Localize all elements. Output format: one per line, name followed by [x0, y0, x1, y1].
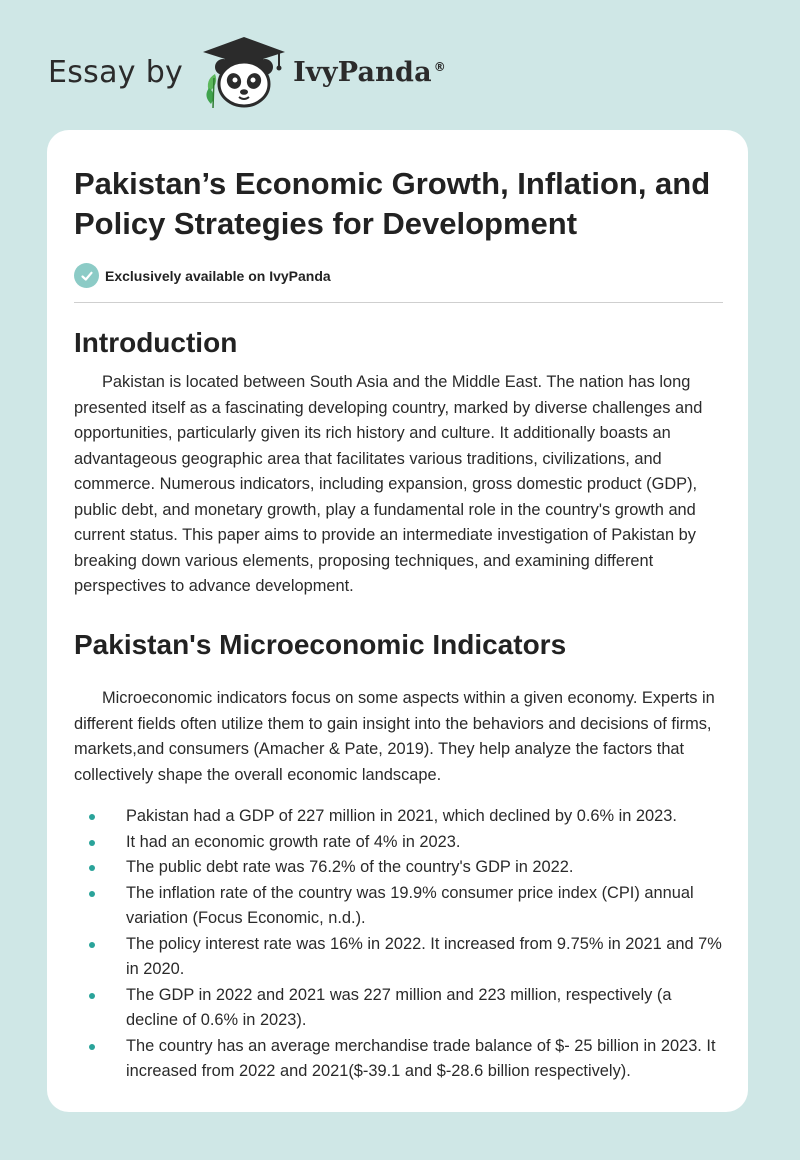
list-item-text: The policy interest rate was 16% in 2022. It increased from 9.75% in 2021 and 7% in 2020. — [126, 934, 722, 978]
exclusive-label: Exclusively available on IvyPanda — [105, 267, 331, 284]
list-item-text: It had an economic growth rate of 4% in 2023. — [126, 832, 461, 851]
introduction-paragraph: Pakistan is located between South Asia and the Middle East. The nation has long presented itself as a fascinating developing country, marked by diverse challenges and opportunities, particularly given its rich history and culture. It additionally boasts an advantageous geographic area that facilitates various traditions, civilizations, and commerce. Numerous indicators, including expansion, gross domestic product (GDP), public debt, and monetary growth, play a fundamental role in the country's growth and current status. This paper aims to provide an intermediate investigation of Pakistan by breaking down various elements, proposing techniques, and examining different perspectives to advance development. — [74, 373, 703, 595]
check-circle-icon — [74, 263, 99, 288]
brand-name — [293, 57, 446, 88]
list-item-text: The inflation rate of the country was 19.9% consumer price index (CPI) annual variation (Focus Economic, n.d.). — [126, 883, 694, 927]
registered-mark: ® — [433, 59, 446, 74]
exclusive-badge — [74, 263, 331, 288]
section-heading-indicators: Pakistan's Microeconomic Indicators — [74, 629, 567, 660]
bullet-dot — [89, 891, 95, 897]
brand-header[interactable] — [48, 34, 446, 110]
list-item-text: Pakistan had a GDP of 227 million in 2021, which declined by 0.6% in 2023. — [126, 807, 677, 825]
list-item-text: The country has an average merchandise trade balance of $- 25 billion in 2023. It increased from 2022 and 2021($-39.1 and $-28.6 billion respectively). — [126, 1036, 716, 1080]
brand-prefix: Essay by — [48, 54, 184, 90]
list-item — [74, 830, 724, 856]
bullet-dot — [89, 814, 95, 820]
list-item — [74, 855, 724, 881]
list-item — [74, 932, 724, 983]
indicators-paragraph: Microeconomic indicators focus on some aspects within a given economy. Experts in different fields often utilize them to gain insight into the behaviors and decisions of firms, markets,and consumers (Amacher & Pate, 2019). They help analyze the factors that collectively shape the overall economic landscape. — [74, 689, 715, 784]
bullet-dot — [89, 840, 95, 846]
list-item-text: The public debt rate was 76.2% of the country's GDP in 2022. — [126, 858, 574, 876]
bullet-dot — [89, 1044, 95, 1050]
list-item — [74, 1034, 724, 1085]
section-heading-introduction: Introduction — [74, 327, 238, 358]
essay-title: Pakistan’s Economic Growth, Inflation, and Policy Strategies for Development — [74, 166, 711, 241]
bullet-dot — [89, 865, 95, 871]
list-item — [74, 881, 724, 932]
bullet-dot — [89, 993, 95, 999]
list-item — [74, 983, 724, 1034]
indicators-list — [74, 804, 724, 1085]
bullet-dot — [89, 942, 95, 948]
list-item — [74, 804, 724, 830]
list-item-text: The GDP in 2022 and 2021 was 227 million and 223 million, respectively (a decline of 0.6% in 2023). — [126, 985, 672, 1029]
title-divider — [74, 302, 723, 303]
brand-name-text: IvyPanda — [293, 56, 432, 88]
panda-logo-icon — [201, 34, 287, 110]
essay-card — [47, 130, 748, 1112]
